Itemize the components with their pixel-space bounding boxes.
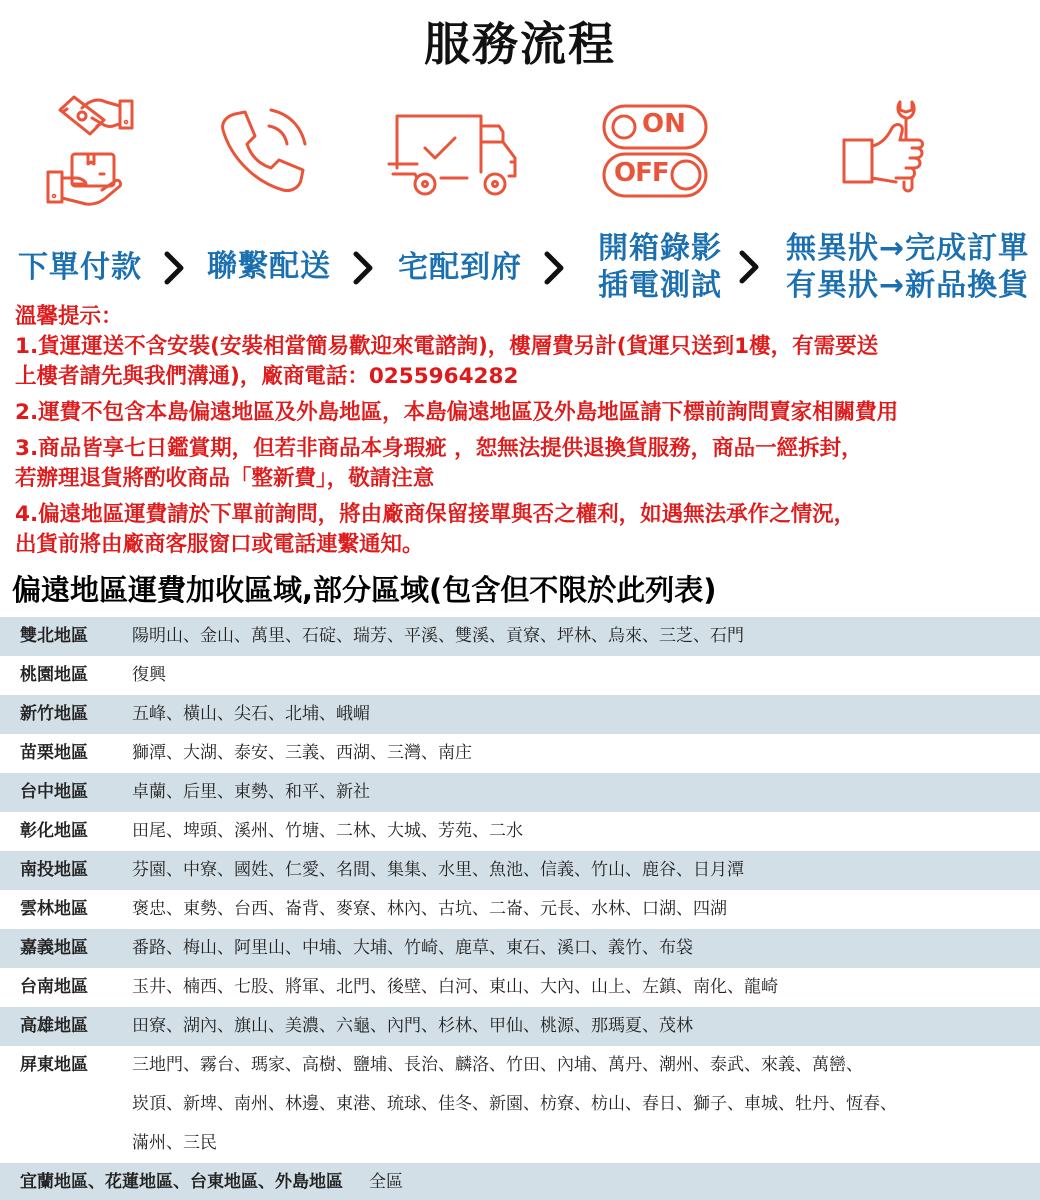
step-unbox-test-line2: 插電測試 [598,268,722,303]
region-areas-line2: 崁頂、新埤、南州、林邊、東港、琉球、佳冬、新園、枋寮、枋山、春日、獅子、車城、牡丹、恆春、 [132,1094,897,1114]
region-areas: 獅潭、大湖、泰安、三義、西湖、三灣、南庄 [132,743,472,763]
step-result-line1: 無異狀→完成訂單 [786,231,1030,266]
region-areas-line1: 三地門、霧台、瑪家、高樹、鹽埔、長治、麟洛、竹田、內埔、萬丹、潮州、泰武、來義、萬巒、 [132,1055,863,1075]
table-row [0,890,1040,929]
table-row [0,851,1040,890]
notice-item-1-line1: 1.貨運運送不含安裝(安裝相當簡易歡迎來電諮詢)，樓層費另計(貨運只送到1樓，有需要送 [15,334,879,359]
table-row [0,773,1040,812]
region-name: 南投地區 [20,860,88,880]
notice-section [15,302,1035,560]
region-areas-line3: 滿州、三民 [132,1133,217,1153]
table-row [0,812,1040,851]
region-areas: 番路、梅山、阿里山、中埔、大埔、竹崎、鹿草、東石、溪口、義竹、布袋 [132,938,693,958]
table-row [0,734,1040,773]
chevron-right-icon [163,250,185,286]
remote-areas-table [0,617,1040,1200]
region-name: 雲林地區 [20,899,88,919]
table-row [0,968,1040,1007]
table-row [0,1046,1040,1163]
table-row [0,1007,1040,1046]
notice-item-4-line1: 4.偏遠地區運費請於下單前詢問，將由廠商保留接單與否之權利，如遇無法承作之情況， [15,502,856,527]
region-name: 高雄地區 [20,1016,88,1036]
region-areas: 芬園、中寮、國姓、仁愛、名間、集集、水里、魚池、信義、竹山、鹿谷、日月潭 [132,860,744,880]
region-name: 桃園地區 [20,665,88,685]
region-name: 嘉義地區 [20,938,88,958]
notice-item-4-line2: 出貨前將由廠商客服窗口或電話連繫通知。 [15,532,424,557]
on-off-switch-icon [602,104,708,198]
region-areas: 褒忠、東勢、台西、崙背、麥寮、林內、古坑、二崙、元長、水林、口湖、四湖 [132,899,727,919]
region-name: 宜蘭地區、花蓮地區、台東地區、外島地區 [20,1172,343,1192]
step-result-line2: 有異狀→新品換貨 [786,268,1030,303]
step-contact-delivery: 聯繫配送 [207,249,331,284]
region-name: 新竹地區 [20,704,88,724]
table-row [0,617,1040,656]
region-areas: 田尾、埤頭、溪州、竹塘、二林、大城、芳苑、二水 [132,821,523,841]
page-title: 服務流程 [424,17,616,71]
region-areas: 全區 [369,1172,403,1192]
notice-item-3-line1: 3.商品皆享七日鑑賞期，但若非商品本身瑕疵 ，恕無法提供退換貨服務，商品一經拆封， [15,436,863,461]
chevron-right-icon [352,250,374,286]
region-name: 雙北地區 [20,626,88,646]
hand-money-box-icon [42,92,142,210]
off-label: OFF [614,158,669,188]
notice-heading: 溫馨提示： [15,304,123,329]
step-home-delivery: 宅配到府 [398,250,522,285]
region-name: 彰化地區 [20,821,88,841]
remote-areas-title: 偏遠地區運費加收區域,部分區域(包含但不限於此列表) [12,573,717,607]
table-row [0,929,1040,968]
on-label: ON [642,109,686,139]
region-name: 屏東地區 [20,1055,88,1075]
region-areas: 卓蘭、后里、東勢、和平、新社 [132,782,370,802]
region-name: 台南地區 [20,977,88,997]
table-row [0,656,1040,695]
region-areas: 復興 [132,665,166,685]
notice-item-2-line1: 2.運費不包含本島偏遠地區及外島地區，本島偏遠地區及外島地區請下標前詢問賣家相關費用 [15,400,899,425]
notice-item-1-line2: 上樓者請先與我們溝通)，廠商電話：0255964282 [15,364,519,389]
delivery-truck-icon [385,108,523,200]
phone-ringing-icon [215,102,311,198]
region-areas: 玉井、楠西、七股、將軍、北門、後壁、白河、東山、大內、山上、左鎮、南化、龍崎 [132,977,778,997]
chevron-right-icon [543,250,565,286]
hand-wrench-icon [840,100,940,200]
region-areas: 陽明山、金山、萬里、石碇、瑞芳、平溪、雙溪、貢寮、坪林、烏來、三芝、石門 [132,626,744,646]
region-name: 苗栗地區 [20,743,88,763]
region-areas: 田寮、湖內、旗山、美濃、六龜、內門、杉林、甲仙、桃源、那瑪夏、茂林 [132,1016,693,1036]
region-areas: 五峰、橫山、尖石、北埔、峨嵋 [132,704,370,724]
chevron-right-icon [738,249,760,285]
step-unbox-test-line1: 開箱錄影 [598,231,722,266]
step-order-payment: 下單付款 [18,250,142,285]
table-row [0,1163,1040,1200]
table-row [0,695,1040,734]
region-name: 台中地區 [20,782,88,802]
notice-item-3-line2: 若辦理退貨將酌收商品「整新費」，敬請注意 [15,466,435,491]
